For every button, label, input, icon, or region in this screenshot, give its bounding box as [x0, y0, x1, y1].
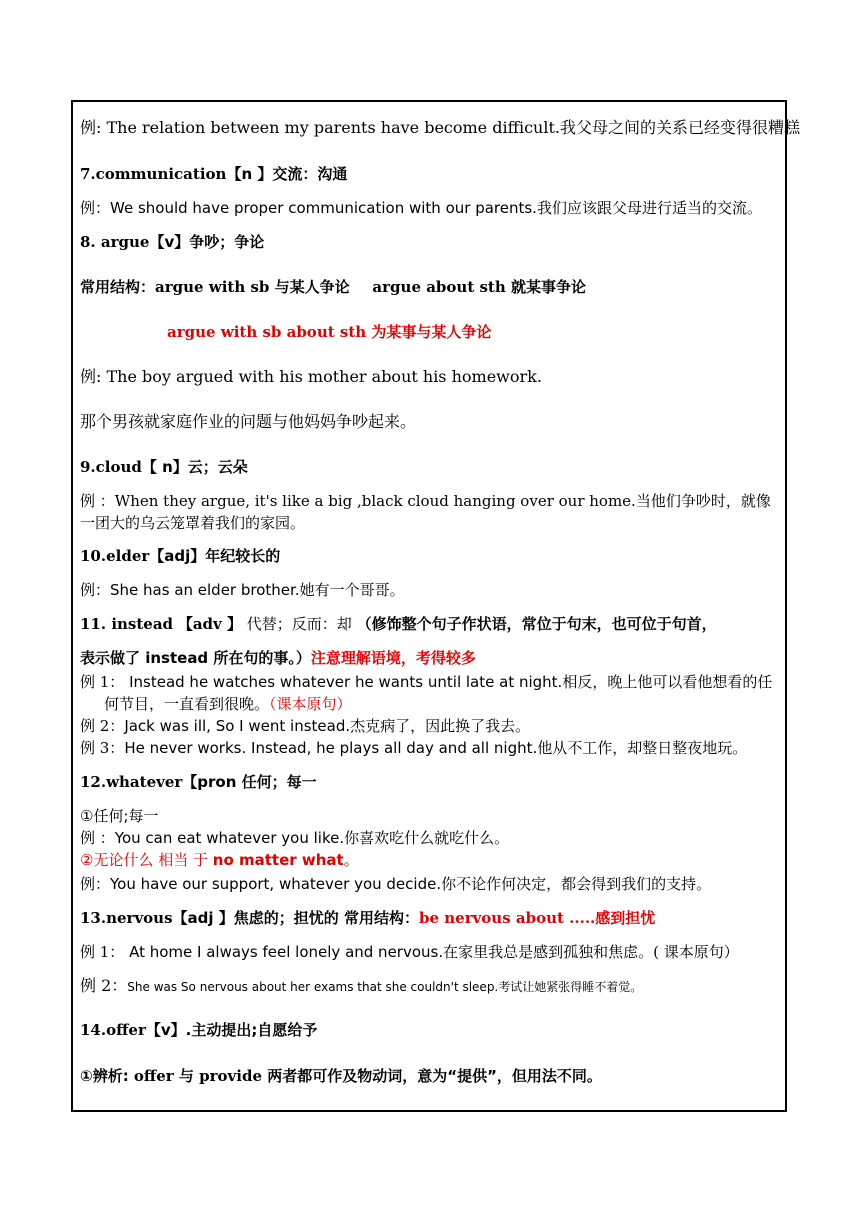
example-argue: 例: The boy argued with his mother about his homework. [80, 367, 542, 386]
structure-argue-red: argue with sb about sth 为某事与某人争论 [167, 323, 492, 341]
example-line-1: 例: The relation between my parents have become difficult.我父母之间的关系已经变得很糟糕 [80, 118, 800, 137]
example-whatever-1: 例 ：You can eat whatever you like.你喜欢吃什么就吃什么。 [80, 829, 510, 847]
example-nervous-2: 例 2：She was So nervous about her exams that she couldn't sleep.考试让她紧张得睡不着觉。 [80, 976, 643, 995]
example-elder: 例：She has an elder brother.她有一个哥哥。 [80, 581, 405, 599]
heading-instead-cont: 表示做了 instead 所在句的事。）注意理解语境，考得较多 [80, 649, 476, 667]
heading-offer: 14.offer【v】.主动提出;自愿给予 [80, 1021, 318, 1039]
example-communication: 例：We should have proper communication with our parents.我们应该跟父母进行适当的交流。 [80, 199, 762, 217]
example-instead-1: 例 1： Instead he watches whatever he wants until late at night.相反，晚上他可以看他想看的任 [80, 673, 773, 691]
heading-whatever: 12.whatever【pron 任何；每一 [80, 773, 317, 791]
heading-instead: 11. instead 【adv 】 代替；反而：却 （修饰整个句子作状语，常位于句末，也可位于句首， [80, 615, 717, 633]
whatever-meaning-2: ②无论什么 相当 于 no matter what。 [80, 851, 359, 869]
content-box [71, 100, 800, 1112]
offer-analysis: ①辨析: offer 与 provide 两者都可作及物动词，意为“提供”，但用法不同。 [80, 1067, 602, 1085]
heading-communication: 7.communication【n 】交流：沟通 [80, 165, 348, 183]
whatever-meaning-1: ①任何;每一 [80, 807, 159, 825]
example-instead-3: 例 3：He never works. Instead, he plays all day and all night.他从不工作，却整日整夜地玩。 [80, 739, 748, 757]
heading-nervous: 13.nervous【adj 】焦虑的；担忧的 常用结构：be nervous about .....感到担忧 [80, 909, 656, 927]
heading-cloud: 9.cloud【 n】云；云朵 [80, 458, 248, 476]
structure-argue: 常用结构：argue with sb 与某人争论 argue about sth 就某事争论 [80, 278, 586, 296]
heading-elder: 10.elder【adj】年纪较长的 [80, 547, 281, 565]
example-whatever-2: 例：You have our support, whatever you decide.你不论作何决定，都会得到我们的支持。 [80, 875, 712, 893]
example-instead-2: 例 2：Jack was ill, So I went instead.杰克病了，因此换了我去。 [80, 717, 531, 735]
example-argue-translation: 那个男孩就家庭作业的问题与他妈妈争吵起来。 [80, 412, 417, 431]
example-cloud: 例 ：When they argue, it's like a big ,black cloud hanging over our home.当他们争吵时，就像一团大的乌云笼罩着我们的家园。 [80, 492, 771, 532]
heading-argue: 8. argue【v】争吵；争论 [80, 233, 265, 251]
example-nervous-1: 例 1： At home I always feel lonely and nervous.在家里我总是感到孤独和焦虑。( 课本原句） [80, 943, 739, 961]
example-instead-1-cont: 何节目，一直看到很晚。（课本原句） [104, 695, 352, 713]
